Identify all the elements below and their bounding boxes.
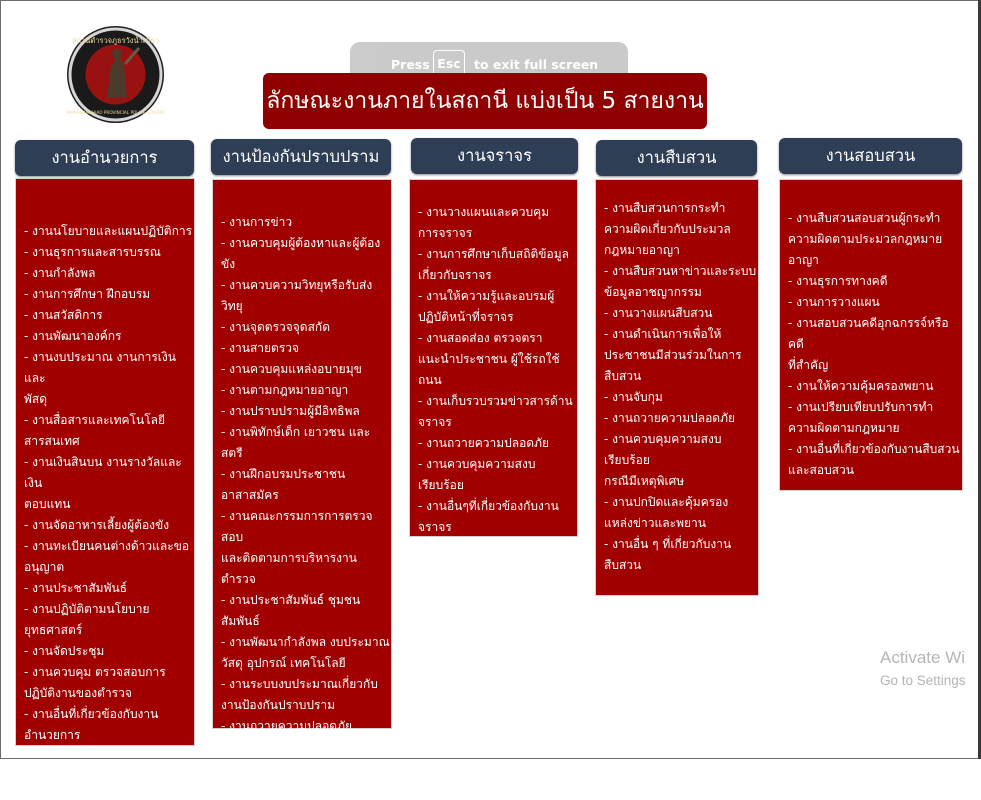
list-item: - งานงบประมาณ งานการเงินและ	[24, 350, 176, 385]
list-item: - งานระบบงบประมาณเกี่ยวกับ	[221, 677, 378, 691]
list-item: - งานอื่น ๆ ที่เกี่ยวกับงาน	[604, 537, 732, 551]
list-item: แนะนำประชาชน ผู้ใช้รถใช้ถนน	[418, 352, 560, 387]
list-item: - งานถวายความปลอดภัย	[418, 436, 550, 450]
list-item: - งานปราบปรามผู้มีอิทธิพล	[221, 404, 360, 418]
list-item: ปราบปราม	[221, 782, 279, 796]
list-item: งานป้องกันปราบปราม	[221, 698, 336, 712]
list-item: - งานการศึกษาเก็บสถิติข้อมูล	[418, 247, 569, 261]
list-item: - งานจุดตรวจจุดสกัด	[221, 320, 330, 334]
list-item: - งานสวัสดิการ	[24, 308, 103, 322]
list-item: สืบสวน	[604, 558, 642, 572]
list-item: ความผิดตามกฎหมาย	[788, 421, 900, 435]
go-to-settings-watermark: Go to Settings	[880, 673, 966, 688]
header-traffic: งานจราจร	[411, 138, 578, 174]
list-item: - งานนโยบายและแผนปฏิบัติการ	[24, 224, 193, 238]
list-item: ประชาชนมีส่วนร่วมในการ	[604, 348, 742, 362]
column-investigation	[595, 179, 759, 596]
list-item: - งานสืบสวนสอบสวนผู้กระทำ	[788, 211, 941, 225]
list-item: เกี่ยวกับจราจร	[418, 268, 492, 282]
list-item: - งานปกปิดและคุ้มครอง	[604, 495, 729, 509]
hint-press: Press	[391, 57, 430, 72]
list-item: - งานปฏิบัติตามนโยบาย	[24, 602, 150, 616]
police-station-logo	[67, 26, 164, 123]
list-item: - งานควบคุมความสงบ	[418, 457, 536, 471]
list-item: ข้อมูลอาชญากรรม	[604, 285, 702, 299]
column-administration	[15, 178, 195, 746]
list-item: - งานสายตรวจ	[221, 341, 300, 355]
list-item: - งานควบคุม ตรวจสอบการ	[24, 665, 166, 679]
list-item: จราจร	[418, 520, 452, 534]
list-item: - งานกำลังพล	[24, 266, 96, 280]
list-item: ปฏิบัติหน้าที่จราจร	[418, 310, 514, 324]
list-item: - งานพัฒนากำลังพล งบประมาณ	[221, 635, 390, 649]
header-investigation: งานสืบสวน	[596, 140, 757, 176]
list-item: - งานควบคุมแหล่งอบายมุข	[221, 362, 362, 376]
list-item: - งานพิทักษ์เด็ก เยาวชน และสตรี	[221, 425, 371, 460]
list-item: - งานอื่นๆที่เกี่ยวข้องกับงาน	[418, 499, 559, 513]
list-item: - งานวางแผนสืบสวน	[604, 306, 713, 320]
list-item: - งานฝึกอบรมประชาชน	[221, 467, 346, 481]
list-item: - งานตามกฎหมายอาญา	[221, 383, 349, 397]
header-inquiry: งานสอบสวน	[779, 138, 962, 174]
list-item: - งานสอบสวนคดีอุกฉกรรจ์หรือคดี	[788, 316, 949, 351]
list-item: ความผิดเกี่ยวกับประมวล	[604, 222, 731, 236]
crime-prevention-list	[221, 212, 391, 800]
list-item: วัสดุ อุปกรณ์ เทคโนโลยี	[221, 656, 346, 670]
list-item: กรณีมีเหตุพิเศษ	[604, 474, 685, 488]
list-item: - งานควบคุมความสงบเรียบร้อย	[221, 740, 385, 754]
list-item: - งานควบความวิทยุหรือรับส่งวิทยุ	[221, 278, 373, 313]
list-item: เรียบร้อย	[418, 478, 464, 492]
list-item: อนุญาต	[24, 560, 65, 574]
list-item: สืบสวน	[604, 369, 642, 383]
list-item: - งานควบคุมความสงบเรียบร้อย	[604, 432, 722, 467]
list-item: - งานธุรการทางคดี	[788, 274, 888, 288]
list-item: - งานคณะกรรมการการตรวจสอบ	[221, 509, 373, 544]
logo-bottom-text: WANGNAMKHIAO PROVINCIAL POLICE STATION	[67, 110, 164, 115]
activate-windows-watermark: Activate Wi	[880, 648, 966, 667]
column-traffic	[409, 179, 578, 537]
list-item: - งานควบคุมผู้ต้องหาและผู้ต้องขัง	[221, 236, 381, 271]
list-item: ยุทธศาสตร์	[24, 623, 83, 637]
column-crime-prevention	[212, 179, 392, 796]
list-item: ปฏิบัติงานของตำรวจ	[24, 686, 132, 700]
list-item: อำนวยการ	[24, 728, 81, 742]
inquiry-list	[788, 208, 962, 481]
header-administration: งานอำนวยการ	[15, 140, 194, 176]
list-item: - งานให้ความรู้และอบรมผู้	[418, 289, 555, 303]
list-item: - งานสอดส่อง ตรวจตรา	[418, 331, 543, 345]
hint-rest: to exit full screen	[474, 57, 599, 72]
list-item: - งานประชาสัมพันธ์	[24, 581, 128, 595]
list-item: - งานการวางแผน	[788, 295, 880, 309]
administration-list	[24, 221, 194, 746]
list-item: - งานสื่อสารและเทคโนโลยี	[24, 413, 166, 427]
list-item: - งานสืบสวนการกระทำ	[604, 201, 726, 215]
list-item: กฎหมายอาญา	[604, 243, 680, 257]
list-item: แหล่งข่าวและพยาน	[604, 516, 706, 530]
list-item: - งานประชาสัมพันธ์ ชุมชน	[221, 593, 361, 607]
list-item: การจราจร	[418, 226, 473, 240]
logo-top-text: สถานีตำรวจภูธรวังน้ำเขียว	[71, 36, 160, 45]
list-item: สัมพันธ์	[221, 614, 260, 628]
list-item: ที่สำคัญ	[788, 358, 829, 372]
list-item: - งานจับกุม	[604, 390, 663, 404]
list-item: ตอบแทน	[24, 497, 71, 511]
list-item: ความผิดตามประมวลกฎหมาย	[788, 232, 943, 246]
list-item: อาสาสมัคร	[221, 488, 279, 502]
list-item: - งานถวายความปลอดภัย	[221, 719, 353, 733]
investigation-list	[604, 198, 758, 576]
list-item: - งานถวายความปลอดภัย	[604, 411, 736, 425]
list-item: - งานให้ความคุ้มครองพยาน	[788, 379, 934, 393]
list-item: - งานวางแผนและควบคุม	[418, 205, 550, 219]
traffic-list	[418, 202, 577, 538]
list-item: สารสนเทศ	[24, 434, 80, 448]
list-item: - งานจัดประชุม	[24, 644, 105, 658]
list-item: - งานสืบสวนหาข่าวและระบบ	[604, 264, 757, 278]
list-item: - งานการข่าว	[221, 215, 293, 229]
list-item: - งานอื่นที่เกี่ยวกับงานป้องกัน	[221, 761, 371, 775]
list-item: - งานอื่นที่เกี่ยวข้องกับงานสืบสวน	[788, 442, 960, 456]
list-item: - งานธุรการและสารบรรณ	[24, 245, 161, 259]
list-item: และสอบสวน	[788, 463, 854, 477]
list-item: อาญา	[788, 253, 819, 267]
list-item: - งานทะเบียนคนต่างด้าวและขอ	[24, 539, 190, 553]
column-inquiry	[779, 179, 963, 491]
list-item: จราจร	[418, 415, 452, 429]
page-title: ลักษณะงานภายในสถานี แบ่งเป็น 5 สายงาน	[263, 73, 707, 129]
header-crime-prevention: งานป้องกันปราบปราม	[211, 139, 391, 175]
list-item: - งานจัดอาหารเลี้ยงผู้ต้องขัง	[24, 518, 170, 532]
list-item: และติดตามการบริหารงานตำรวจ	[221, 551, 357, 586]
list-item: - งานอื่นที่เกี่ยวข้องกับงาน	[24, 707, 159, 721]
list-item: - งานเปรียบเทียบปรับการทำ	[788, 400, 934, 414]
list-item: - งานเก็บรวบรวมข่าวสารด้าน	[418, 394, 573, 408]
list-item: - งานการศึกษา ฝึกอบรม	[24, 287, 151, 301]
list-item: - งานพัฒนาองค์กร	[24, 329, 122, 343]
list-item: - งานดำเนินการเพื่อให้	[604, 327, 722, 341]
list-item: พัสดุ	[24, 392, 48, 406]
esc-key: Esc	[433, 50, 465, 78]
list-item: - งานเงินสินบน งานรางวัลและเงิน	[24, 455, 182, 490]
